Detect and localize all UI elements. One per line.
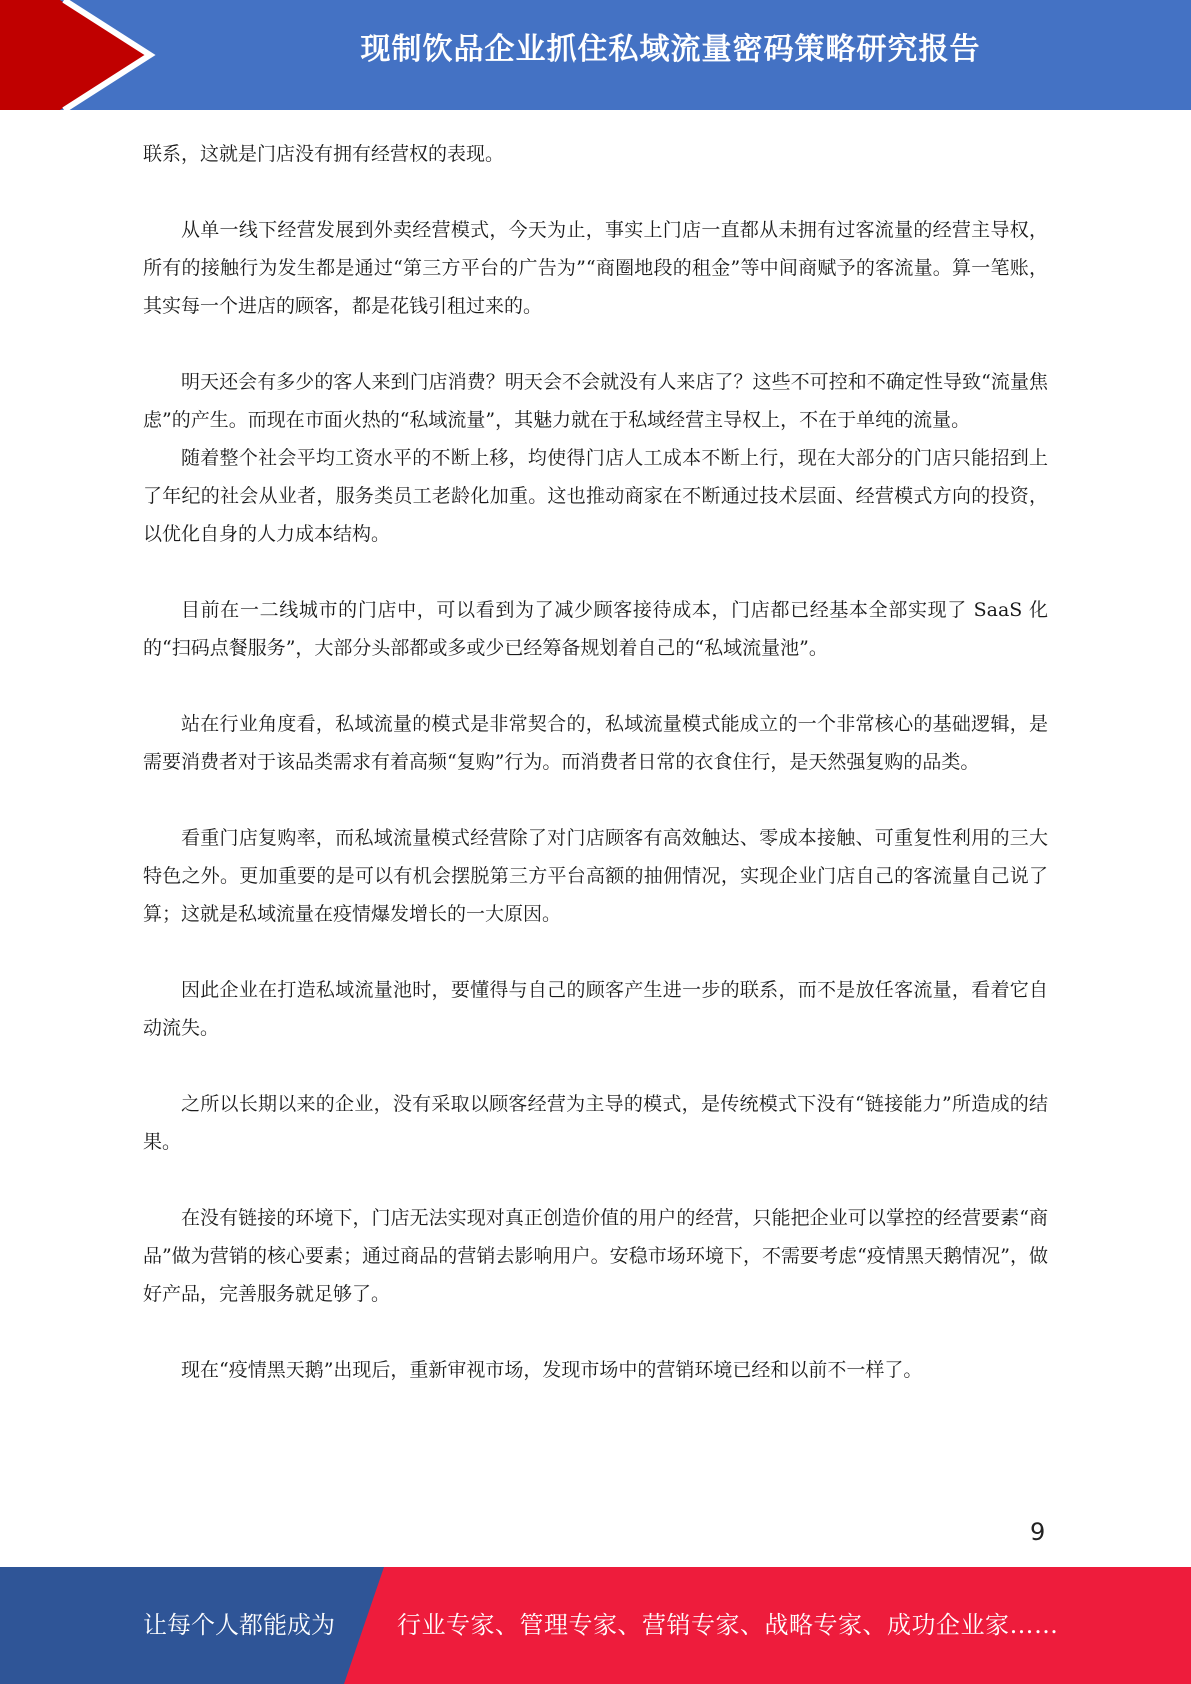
footer-slogan-left: 让每个人都能成为 xyxy=(143,1611,335,1639)
paragraph: 明天还会有多少的客人来到门店消费？明天会不会就没有人来店了？这些不可控和不确定性导致“流量焦虑”的产生。而现在市面火热的“私域流量”，其魅力就在于私域经营主导权上，不在于单纯的流量。 xyxy=(143,371,1048,431)
paragraph: 因此企业在打造私域流量池时，要懂得与自己的顾客产生进一步的联系，而不是放任客流量，看着它自动流失。 xyxy=(143,979,1048,1039)
paragraph: 站在行业角度看，私域流量的模式是非常契合的，私域流量模式能成立的一个非常核心的基础逻辑，是需要消费者对于该品类需求有着高频“复购”行为。而消费者日常的衣食住行，是天然强复购的品类。 xyxy=(143,713,1048,773)
paragraph: 现在“疫情黑天鹅”出现后，重新审视市场，发现市场中的营销环境已经和以前不一样了。 xyxy=(181,1359,923,1381)
page-number: 9 xyxy=(1030,1518,1046,1546)
paragraph: 目前在一二线城市的门店中，可以看到为了减少顾客接待成本，门店都已经基本全部实现了 SaaS 化的“扫码点餐服务”，大部分头部都或多或少已经筹备规划着自己的“私域流量池”。 xyxy=(143,599,1048,659)
header-bar xyxy=(0,0,1191,110)
paragraph: 随着整个社会平均工资水平的不断上移，均使得门店人工成本不断上行，现在大部分的门店只能招到上了年纪的社会从业者，服务类员工老龄化加重。这也推动商家在不断通过技术层面、经营模式方向的投资，以优化自身的人力成本结构。 xyxy=(143,447,1048,545)
document-title: 现制饮品企业抓住私域流量密码策略研究报告 xyxy=(360,32,981,67)
footer-banner xyxy=(0,1567,1191,1684)
page-body xyxy=(143,135,1048,1389)
paragraph: 之所以长期以来的企业，没有采取以顾客经营为主导的模式，是传统模式下没有“链接能力”所造成的结果。 xyxy=(143,1093,1048,1153)
footer-slogan-right: 行业专家、管理专家、营销专家、战略专家、成功企业家…… xyxy=(397,1611,1059,1639)
chevron-arrow-icon xyxy=(0,0,160,110)
paragraph: 看重门店复购率，而私域流量模式经营除了对门店顾客有高效触达、零成本接触、可重复性利用的三大特色之外。更加重要的是可以有机会摆脱第三方平台高额的抽佣情况，实现企业门店自己的客流量自己说了算；这就是私域流量在疫情爆发增长的一大原因。 xyxy=(143,827,1048,925)
paragraph: 联系，这就是门店没有拥有经营权的表现。 xyxy=(143,143,505,165)
paragraph: 在没有链接的环境下，门店无法实现对真正创造价值的用户的经营，只能把企业可以掌控的经营要素“商品”做为营销的核心要素；通过商品的营销去影响用户。安稳市场环境下，不需要考虑“疫情黑天鹅情况”，做好产品，完善服务就足够了。 xyxy=(143,1207,1048,1305)
paragraph: 从单一线下经营发展到外卖经营模式，今天为止，事实上门店一直都从未拥有过客流量的经营主导权，所有的接触行为发生都是通过“第三方平台的广告为”“商圈地段的租金”等中间商赋予的客流量。算一笔账，其实每一个进店的顾客，都是花钱引租过来的。 xyxy=(143,219,1048,317)
